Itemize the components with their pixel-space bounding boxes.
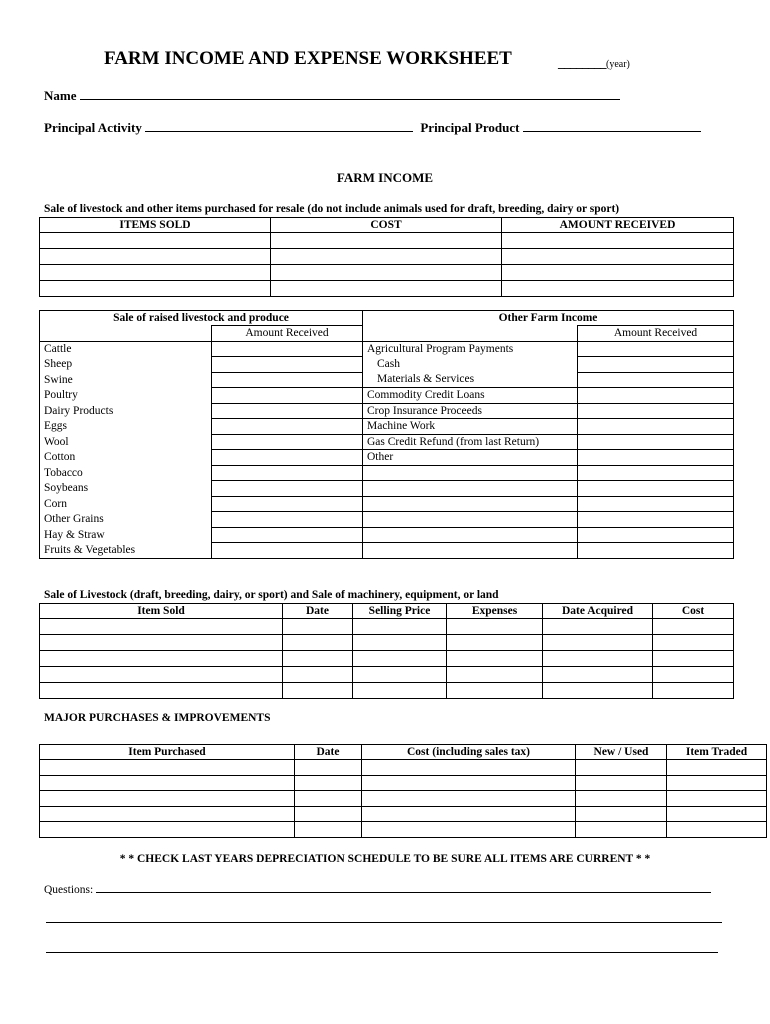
table-row <box>40 822 767 838</box>
table-cell[interactable] <box>576 760 667 776</box>
raised-item: Dairy Products <box>40 403 212 419</box>
other-amount-cell[interactable] <box>578 527 734 543</box>
table-cell[interactable] <box>447 683 543 699</box>
table-cell[interactable] <box>271 265 502 281</box>
raised-heading: Sale of raised livestock and produce <box>40 311 363 326</box>
table-cell[interactable] <box>40 233 271 249</box>
purchases-heading: MAJOR PURCHASES & IMPROVEMENTS <box>44 712 271 724</box>
table-cell[interactable] <box>543 635 653 651</box>
purchases-table <box>39 744 767 838</box>
table-cell[interactable] <box>502 265 734 281</box>
table-cell[interactable] <box>283 635 353 651</box>
table-cell[interactable] <box>283 651 353 667</box>
raised-amount-label: Amount Received <box>212 326 363 342</box>
table-row <box>40 791 767 807</box>
pur-col-cost: Cost (including sales tax) <box>362 745 576 760</box>
other-amount-label: Amount Received <box>578 326 734 342</box>
table-cell[interactable] <box>667 760 767 776</box>
raised-amount-cell[interactable] <box>212 543 363 559</box>
resale-col-amount: AMOUNT RECEIVED <box>502 218 734 233</box>
table-cell[interactable] <box>667 791 767 807</box>
other-item: Agricultural Program Payments <box>363 341 578 357</box>
table-cell[interactable] <box>502 233 734 249</box>
other-item[interactable] <box>363 465 578 481</box>
other-amount-cell[interactable] <box>578 465 734 481</box>
table-cell[interactable] <box>576 775 667 791</box>
principal-activity-label: Principal Activity <box>44 120 142 135</box>
table-cell[interactable] <box>295 791 362 807</box>
table-cell[interactable] <box>40 806 295 822</box>
questions-line-3[interactable] <box>46 942 718 953</box>
raised-amount-cell[interactable] <box>212 357 363 373</box>
table-cell[interactable] <box>543 683 653 699</box>
ls-col-date: Date <box>283 604 353 619</box>
table-row <box>40 651 734 667</box>
raised-item: Tobacco <box>40 465 212 481</box>
questions-row <box>44 882 711 896</box>
table-cell[interactable] <box>576 791 667 807</box>
table-cell[interactable] <box>362 806 576 822</box>
other-amount-cell[interactable] <box>578 372 734 388</box>
raised-amount-cell[interactable] <box>212 527 363 543</box>
table-cell[interactable] <box>667 775 767 791</box>
raised-item: Swine <box>40 372 212 388</box>
year-label: (year) <box>606 59 630 70</box>
questions-line-2[interactable] <box>46 912 722 923</box>
other-amount-cell[interactable] <box>578 481 734 497</box>
income-table <box>39 310 734 559</box>
name-field[interactable] <box>80 88 620 100</box>
table-cell[interactable] <box>653 635 734 651</box>
principal-activity-field[interactable] <box>145 120 413 132</box>
name-row <box>44 88 620 104</box>
table-cell[interactable] <box>667 822 767 838</box>
pur-col-item-traded: Item Traded <box>667 745 767 760</box>
raised-amount-cell[interactable] <box>212 403 363 419</box>
other-amount-cell[interactable] <box>578 357 734 373</box>
table-row <box>40 249 734 265</box>
principal-product-field[interactable] <box>523 120 701 132</box>
ls-col-item-sold: Item Sold <box>40 604 283 619</box>
farm-income-heading: FARM INCOME <box>336 170 434 185</box>
other-item: Materials & Services <box>363 372 578 388</box>
table-cell[interactable] <box>40 619 283 635</box>
ls-col-expenses: Expenses <box>447 604 543 619</box>
table-cell[interactable] <box>543 651 653 667</box>
raised-item: Corn <box>40 496 212 512</box>
table-cell[interactable] <box>543 619 653 635</box>
table-row <box>40 635 734 651</box>
resale-caption: Sale of livestock and other items purchased for resale (do not include animals used for draft, breeding, dairy or sport) <box>44 203 620 215</box>
raised-amount-cell[interactable] <box>212 388 363 404</box>
other-item: Crop Insurance Proceeds <box>363 403 578 419</box>
other-item: Machine Work <box>363 419 578 435</box>
table-cell[interactable] <box>576 806 667 822</box>
table-cell[interactable] <box>295 760 362 776</box>
table-cell[interactable] <box>447 667 543 683</box>
raised-amount-cell[interactable] <box>212 372 363 388</box>
depreciation-notice: * * CHECK LAST YEARS DEPRECIATION SCHEDULE TO BE SURE ALL ITEMS ARE CURRENT * * <box>119 853 651 865</box>
other-amount-cell[interactable] <box>578 388 734 404</box>
other-amount-cell[interactable] <box>578 434 734 450</box>
pur-col-new-used: New / Used <box>576 745 667 760</box>
raised-item: Soybeans <box>40 481 212 497</box>
name-label: Name <box>44 88 77 103</box>
resale-col-cost: COST <box>271 218 502 233</box>
table-cell[interactable] <box>576 822 667 838</box>
table-row <box>40 806 767 822</box>
raised-item: Other Grains <box>40 512 212 528</box>
table-cell[interactable] <box>362 791 576 807</box>
raised-amount-cell[interactable] <box>212 481 363 497</box>
table-cell[interactable] <box>40 667 283 683</box>
raised-amount-cell[interactable] <box>212 419 363 435</box>
livestock-sale-table <box>39 603 734 699</box>
pur-col-date: Date <box>295 745 362 760</box>
table-cell[interactable] <box>40 265 271 281</box>
other-amount-cell[interactable] <box>578 341 734 357</box>
table-cell[interactable] <box>447 651 543 667</box>
table-cell[interactable] <box>653 683 734 699</box>
table-cell[interactable] <box>667 806 767 822</box>
ls-col-cost: Cost <box>653 604 734 619</box>
table-cell[interactable] <box>40 775 295 791</box>
table-row <box>40 281 734 297</box>
table-cell[interactable] <box>543 667 653 683</box>
other-item: Gas Credit Refund (from last Return) <box>363 434 578 450</box>
table-row <box>40 760 767 776</box>
table-cell[interactable] <box>271 281 502 297</box>
ls-col-date-acquired: Date Acquired <box>543 604 653 619</box>
raised-item: Cattle <box>40 341 212 357</box>
raised-amount-cell[interactable] <box>212 465 363 481</box>
raised-amount-cell[interactable] <box>212 450 363 466</box>
table-cell[interactable] <box>271 249 502 265</box>
principal-product-label: Principal Product <box>420 120 520 135</box>
other-item: Cash <box>363 357 578 373</box>
table-cell[interactable] <box>40 822 295 838</box>
other-item[interactable] <box>363 512 578 528</box>
questions-label: Questions: <box>44 884 94 896</box>
other-item: Commodity Credit Loans <box>363 388 578 404</box>
table-row <box>40 265 734 281</box>
table-cell[interactable] <box>362 775 576 791</box>
resale-col-items-sold: ITEMS SOLD <box>40 218 271 233</box>
raised-amount-cell[interactable] <box>212 341 363 357</box>
table-cell[interactable] <box>653 619 734 635</box>
page-title: FARM INCOME AND EXPENSE WORKSHEET <box>104 48 512 69</box>
pur-col-item-purchased: Item Purchased <box>40 745 295 760</box>
table-cell[interactable] <box>502 249 734 265</box>
table-cell[interactable] <box>653 651 734 667</box>
raised-item: Hay & Straw <box>40 527 212 543</box>
table-cell[interactable] <box>40 249 271 265</box>
other-amount-cell[interactable] <box>578 403 734 419</box>
table-cell[interactable] <box>40 791 295 807</box>
table-cell[interactable] <box>353 683 447 699</box>
other-item[interactable] <box>363 543 578 559</box>
table-row <box>40 683 734 699</box>
raised-amount-cell[interactable] <box>212 512 363 528</box>
table-cell[interactable] <box>353 651 447 667</box>
table-row <box>40 775 767 791</box>
table-cell[interactable] <box>353 667 447 683</box>
table-cell[interactable] <box>40 651 283 667</box>
other-amount-cell[interactable] <box>578 512 734 528</box>
table-cell[interactable] <box>447 619 543 635</box>
raised-amount-cell[interactable] <box>212 496 363 512</box>
table-cell[interactable] <box>295 775 362 791</box>
raised-item: Wool <box>40 434 212 450</box>
table-cell[interactable] <box>271 233 502 249</box>
raised-item: Cotton <box>40 450 212 466</box>
other-income-heading: Other Farm Income <box>363 311 734 326</box>
table-cell[interactable] <box>653 667 734 683</box>
table-cell[interactable] <box>40 635 283 651</box>
table-row <box>40 619 734 635</box>
table-cell[interactable] <box>295 822 362 838</box>
table-cell[interactable] <box>447 635 543 651</box>
livestock-sale-caption: Sale of Livestock (draft, breeding, dairy, or sport) and Sale of machinery, equipment, or land <box>44 589 499 601</box>
other-amount-cell[interactable] <box>578 450 734 466</box>
other-item[interactable] <box>363 527 578 543</box>
table-cell[interactable] <box>283 683 353 699</box>
table-cell[interactable] <box>295 806 362 822</box>
table-cell[interactable] <box>40 281 271 297</box>
raised-item: Sheep <box>40 357 212 373</box>
ls-col-selling-price: Selling Price <box>353 604 447 619</box>
table-cell[interactable] <box>283 667 353 683</box>
table-cell[interactable] <box>353 619 447 635</box>
questions-field[interactable] <box>96 882 711 893</box>
raised-item: Fruits & Vegetables <box>40 543 212 559</box>
table-cell[interactable] <box>362 822 576 838</box>
other-amount-cell[interactable] <box>578 419 734 435</box>
table-cell[interactable] <box>362 760 576 776</box>
table-cell[interactable] <box>353 635 447 651</box>
table-cell[interactable] <box>502 281 734 297</box>
year-blank: ________ <box>558 55 606 70</box>
table-cell[interactable] <box>40 683 283 699</box>
other-item[interactable] <box>363 496 578 512</box>
resale-table <box>39 217 734 297</box>
principal-row <box>44 120 701 136</box>
other-amount-cell[interactable] <box>578 543 734 559</box>
raised-item: Eggs <box>40 419 212 435</box>
other-item[interactable] <box>363 481 578 497</box>
table-cell[interactable] <box>283 619 353 635</box>
table-cell[interactable] <box>40 760 295 776</box>
other-amount-cell[interactable] <box>578 496 734 512</box>
table-row <box>40 667 734 683</box>
table-row <box>40 233 734 249</box>
year-field[interactable] <box>558 55 630 71</box>
raised-item: Poultry <box>40 388 212 404</box>
raised-amount-cell[interactable] <box>212 434 363 450</box>
other-item: Other <box>363 450 578 466</box>
